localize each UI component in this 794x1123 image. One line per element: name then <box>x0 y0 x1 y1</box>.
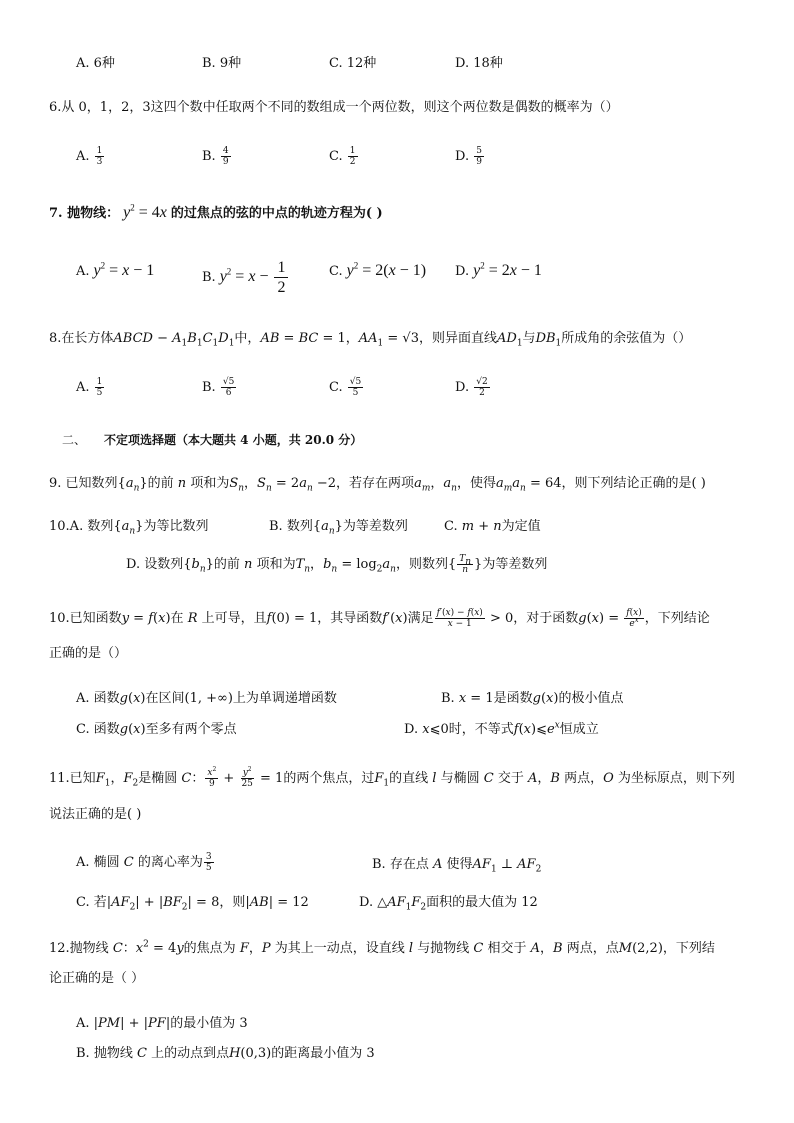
q5-option-c: C. 12种 <box>329 56 377 71</box>
q11-stem-line2: 说法正确的是( ) <box>49 807 142 822</box>
q7-option-d: D. $y^2 = 2x - 1$ <box>455 260 542 279</box>
q6-option-b: B. $\frac{4}{9}$ <box>202 146 229 167</box>
q8-option-a: A. $\frac{1}{5}$ <box>76 377 103 398</box>
q9-stem: 9. 已知数列$\{a_n\}$的前 n 项和为$S_n$，$S_n = 2a_n -2$，若存在两项$a_m$，$a_n$，使得$a_ma_n = 64$，则下列结论正确的是( ) <box>49 476 706 494</box>
q10-stem-line1: 10.已知函数y = f(x)在 R 上可导，且f(0) = 1，其导函数f′(x)满足 $\frac{f'(x) - f(x)}{x - 1}$ > 0，对于函数g(x) = $\frac{f(x)}{e^x}$ ，下列结论 <box>49 608 710 629</box>
q10-option-b: B. x = 1是函数g(x)的极小值点 <box>441 691 624 706</box>
q7-option-a: A. $y^2 = x - 1$ <box>76 260 155 279</box>
q6-option-a: A. $\frac{1}{3}$ <box>76 146 103 167</box>
q11-option-b: B. 存在点 A 使得$AF_1$ ⊥ $AF_2$ <box>372 857 542 875</box>
q12-stem-line1: 12.抛物线 C：$x^2 = 4y$的焦点为 F，P 为其上一动点，设直线 l 与抛物线 C 相交于 A，B 两点，点M(2,2)，下列结 <box>49 939 715 956</box>
q6-option-d: D. $\frac{5}{9}$ <box>455 146 482 167</box>
q8-option-c: C. $\frac{√5}{5}$ <box>329 377 362 398</box>
q11-option-d: D. $\triangle AF_1F_2$面积的最大值为 12 <box>359 895 538 913</box>
q5-option-a: A. 6种 <box>76 56 115 71</box>
section-title: 不定项选择题（本大题共 4 小题，共 20.0 分） <box>104 433 363 447</box>
q6-option-c: C. $\frac{1}{2}$ <box>329 146 356 167</box>
q12-option-a: A. |PM| + |PF|的最小值为 3 <box>76 1016 248 1031</box>
q8-stem: 8.在长方体ABCD − $A_1B_1C_1D_1$中，AB = BC = 1，$AA_1 = √3$，则异面直线$AD_1$与$DB_1$所成角的余弦值为（） <box>49 331 692 349</box>
q11-option-c: C. 若$|AF_2| + |BF_2| = 8$，则|AB| = 12 <box>76 895 309 913</box>
q8-option-b: B. $\frac{√5}{6}$ <box>202 377 235 398</box>
q9-option-d: D. 设数列$\{b_n\}$的前 n 项和为$T_n$，$b_n = \log_2a_n$，则数列{ $\frac{T_n}{n}$ }为等差数列 <box>126 554 548 575</box>
q5-option-b: B. 9种 <box>202 56 242 71</box>
q9-options-line1: 10.A. 数列$\{a_n\}$为等比数列 <box>49 519 209 537</box>
q10-stem-line2: 正确的是（） <box>49 646 128 661</box>
q9-option-c: C. m + n为定值 <box>444 519 541 534</box>
q7-option-c: C. $y^2 = 2(x - 1)$ <box>329 260 427 279</box>
q5-option-d: D. 18种 <box>455 56 503 71</box>
q8-option-d: D. $\frac{√2}{2}$ <box>455 377 488 398</box>
q12-option-b: B. 抛物线 C 上的动点到点H(0,3)的距离最小值为 3 <box>76 1046 375 1061</box>
q11-stem-line1: 11.已知$F_1$，$F_2$是椭圆 C： $\frac{x^2}{9}$ + $\frac{y^2}{25}$ = 1的两个焦点，过$F_1$的直线 l 与椭圆 C 交于 A，B 两点，O 为坐标原点，则下列 <box>49 766 735 789</box>
q9-option-b: B. 数列$\{a_n\}$为等差数列 <box>269 519 408 537</box>
q7-stem: 7. 抛物线： $y^2 = 4x$ 的过焦点的弦的中点的轨迹方程为( ) <box>49 202 383 221</box>
q10-option-d: D. x⩽0时，不等式$f(x)⩽e^x$恒成立 <box>404 720 599 737</box>
q10-option-c: C. 函数g(x)至多有两个零点 <box>76 722 237 737</box>
section-number: 二、 <box>62 433 87 447</box>
q7-option-b: B. $y^2 = x$ − $\frac{1}{2}$ <box>202 258 290 298</box>
q12-stem-line2: 论正确的是（ ） <box>49 971 145 986</box>
q10-option-a: A. 函数g(x)在区间(1, +∞)上为单调递增函数 <box>76 691 337 706</box>
q11-option-a: A. 椭圆 C 的离心率为 $\frac{3}{5}$ <box>76 852 212 873</box>
q6-stem: 6.从 0，1，2，3这四个数中任取两个不同的数组成一个两位数，则这个两位数是偶数的概率为（） <box>49 100 619 115</box>
